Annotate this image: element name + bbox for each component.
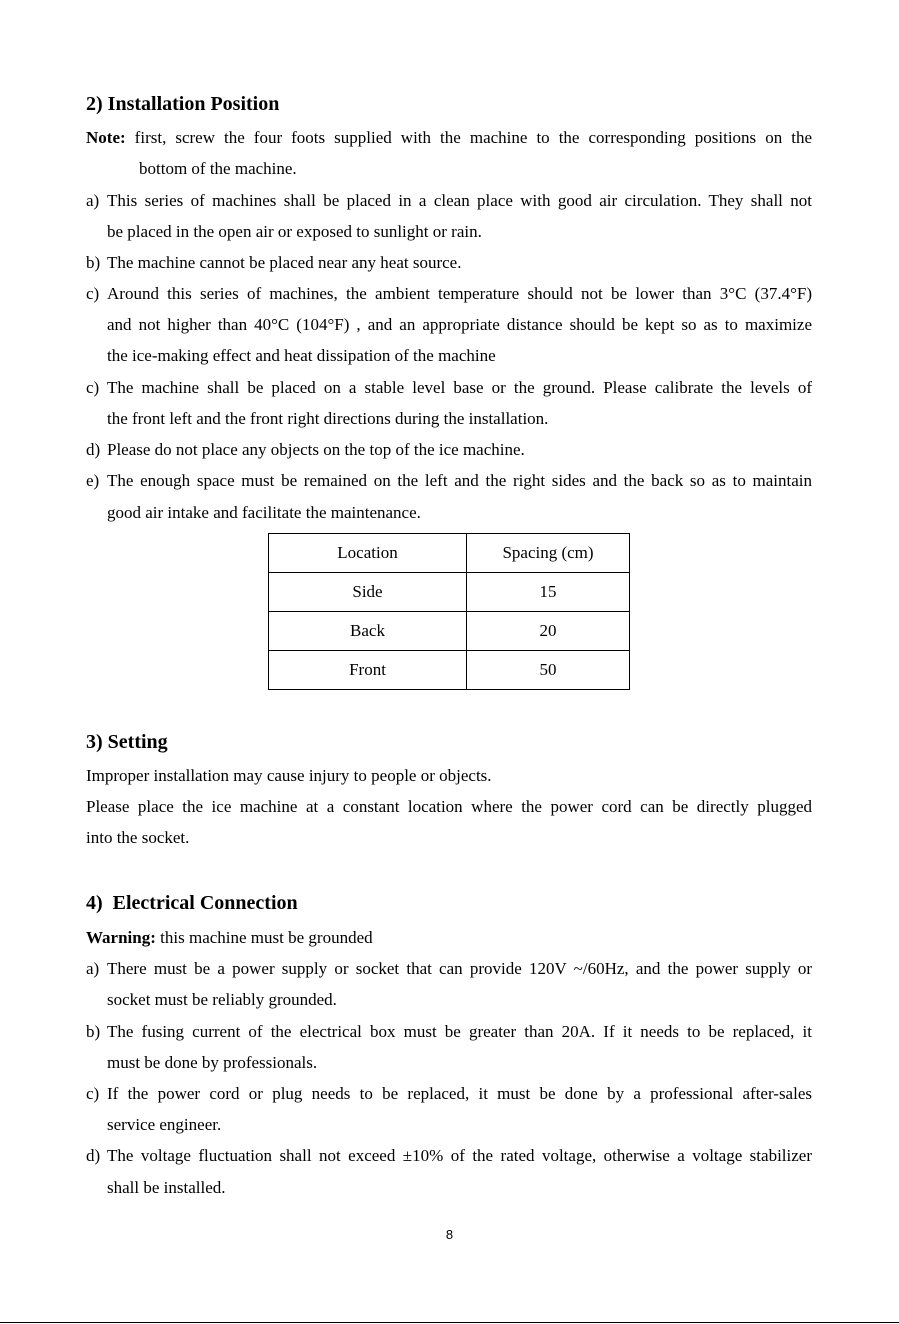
setting-paragraph-2-line-1: Please place the ice machine at a constant location where the power cord can be directly plugged bbox=[86, 797, 812, 816]
item-text: the ice-making effect and heat dissipation of the machine bbox=[107, 346, 496, 365]
item-text: The enough space must be remained on the left and the right sides and the back so as to maintain bbox=[107, 471, 812, 490]
item-text: the front left and the front right directions during the installation. bbox=[107, 409, 549, 428]
item-label: b) bbox=[86, 253, 101, 272]
item-text: This series of machines shall be placed in a clean place with good air circulation. They shall not bbox=[107, 191, 812, 210]
warning-line: Warning: this machine must be grounded bbox=[86, 928, 373, 947]
note-line-2: bottom of the machine. bbox=[139, 159, 297, 178]
item-text: There must be a power supply or socket that can provide 120V ~/60Hz, and the power supply or bbox=[107, 959, 812, 978]
item-text: socket must be reliably grounded. bbox=[107, 990, 337, 1009]
item-label: b) bbox=[86, 1022, 101, 1041]
item-text: Around this series of machines, the ambient temperature should not be lower than 3°C (37.4°F) bbox=[107, 284, 812, 303]
item-text: The machine shall be placed on a stable level base or the ground. Please calibrate the levels of bbox=[107, 378, 812, 397]
item-label: e) bbox=[86, 471, 100, 490]
table-cell: Front bbox=[269, 651, 467, 690]
table-cell: 15 bbox=[467, 573, 630, 612]
item-label: c) bbox=[86, 284, 100, 303]
item-label: d) bbox=[86, 440, 101, 459]
table-row bbox=[269, 573, 630, 612]
warning-label: Warning: bbox=[86, 928, 156, 947]
item-label: a) bbox=[86, 191, 100, 210]
item-text: service engineer. bbox=[107, 1115, 222, 1134]
page-bottom-rule bbox=[0, 1322, 899, 1323]
setting-paragraph-1: Improper installation may cause injury to people or objects. bbox=[86, 766, 492, 785]
table-cell: Back bbox=[269, 612, 467, 651]
section-heading-setting: 3) Setting bbox=[86, 731, 168, 753]
item-text: The machine cannot be placed near any heat source. bbox=[107, 253, 462, 272]
item-text: and not higher than 40°C (104°F) , and an appropriate distance should be kept so as to maximize bbox=[107, 315, 812, 334]
table-row bbox=[269, 651, 630, 690]
item-label: c) bbox=[86, 1084, 100, 1103]
item-text: be placed in the open air or exposed to sunlight or rain. bbox=[107, 222, 482, 241]
item-text: If the power cord or plug needs to be replaced, it must be done by a professional after-sales bbox=[107, 1084, 812, 1103]
table-cell: Side bbox=[269, 573, 467, 612]
item-text: shall be installed. bbox=[107, 1178, 226, 1197]
spacing-table bbox=[268, 533, 630, 690]
table-header-cell: Location bbox=[269, 534, 467, 573]
section-heading-installation-position: 2) Installation Position bbox=[86, 93, 280, 115]
page-number: 8 bbox=[445, 1227, 454, 1242]
item-text: good air intake and facilitate the maintenance. bbox=[107, 503, 421, 522]
item-text: The fusing current of the electrical box must be greater than 20A. If it needs to be replaced, it bbox=[107, 1022, 812, 1041]
table-header-cell: Spacing (cm) bbox=[467, 534, 630, 573]
item-text: The voltage fluctuation shall not exceed ±10% of the rated voltage, otherwise a voltage stabilizer bbox=[107, 1146, 812, 1165]
table-cell: 20 bbox=[467, 612, 630, 651]
item-text: must be done by professionals. bbox=[107, 1053, 318, 1072]
table-cell: 50 bbox=[467, 651, 630, 690]
note-label: Note: bbox=[86, 128, 126, 147]
item-label: a) bbox=[86, 959, 100, 978]
table-row bbox=[269, 612, 630, 651]
setting-paragraph-2-line-2: into the socket. bbox=[86, 828, 190, 847]
item-label: d) bbox=[86, 1146, 101, 1165]
table-header-row bbox=[269, 534, 630, 573]
section-heading-electrical-connection: 4) Electrical Connection bbox=[86, 892, 298, 914]
note-line-1: Note: first, screw the four foots supplied with the machine to the corresponding positions on the bbox=[86, 128, 812, 147]
item-label: c) bbox=[86, 378, 100, 397]
item-text: Please do not place any objects on the top of the ice machine. bbox=[107, 440, 525, 459]
